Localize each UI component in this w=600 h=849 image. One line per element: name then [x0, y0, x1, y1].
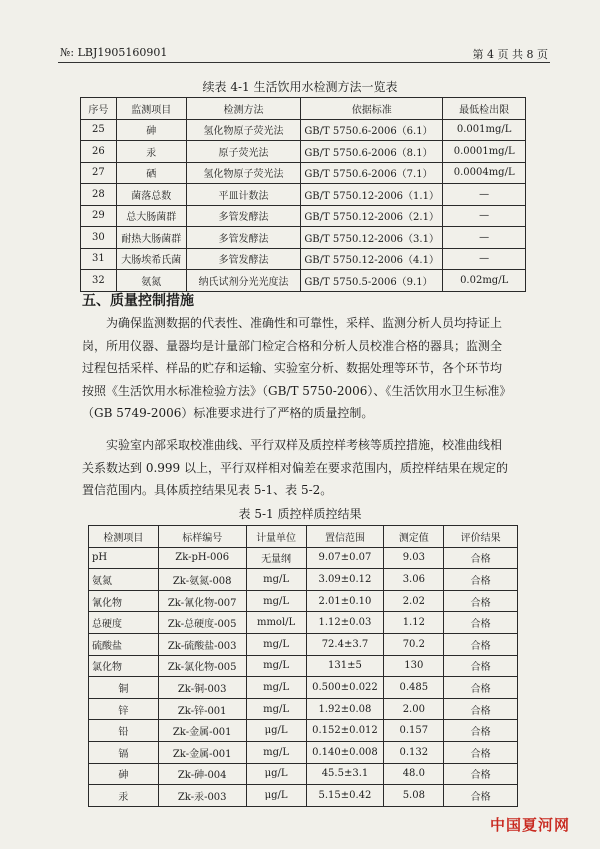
cell: 合格 — [444, 698, 518, 720]
cell: 氢化物原子荧光法 — [186, 119, 301, 141]
cell: 合格 — [444, 741, 518, 763]
col-header: 检测方法 — [186, 98, 301, 120]
cell: 汞 — [116, 141, 186, 163]
cell: 72.4±3.7 — [306, 633, 384, 655]
cell: Zk-氯化物-005 — [158, 655, 246, 677]
cell: 25 — [81, 119, 117, 141]
cell: mg/L — [246, 590, 306, 612]
cell: Zk-汞-003 — [158, 785, 246, 807]
cell: 0.132 — [384, 741, 444, 763]
cell: 氰化物 — [89, 590, 159, 612]
cell: 26 — [81, 141, 117, 163]
cell: μg/L — [246, 785, 306, 807]
page-indicator: 第 4 页 共 8 页 — [472, 48, 548, 61]
table-row — [81, 141, 526, 163]
cell: GB/T 5750.6-2006（7.1） — [301, 162, 443, 184]
cell: 多管发酵法 — [186, 227, 301, 249]
table1-caption: 续表 4-1 生活饮用水检测方法一览表 — [202, 80, 398, 94]
cell: GB/T 5750.12-2006（1.1） — [301, 184, 443, 206]
cell: 纳氏试剂分光光度法 — [186, 270, 301, 292]
cell: 合格 — [444, 569, 518, 591]
cell: — — [443, 184, 526, 206]
cell: 32 — [81, 270, 117, 292]
cell: — — [443, 205, 526, 227]
cell: 原子荧光法 — [186, 141, 301, 163]
table2-caption: 表 5-1 质控样质控结果 — [238, 507, 362, 521]
cell: 菌落总数 — [116, 184, 186, 206]
table-row — [89, 720, 518, 742]
cell: 5.15±0.42 — [306, 785, 384, 807]
cell: 砷 — [116, 119, 186, 141]
table-row — [89, 785, 518, 807]
paragraph-line: 为确保监测数据的代表性、准确性和可靠性，采样、监测分析人员均持证上 — [106, 316, 503, 330]
cell: 0.485 — [384, 677, 444, 699]
cell: 合格 — [444, 547, 518, 569]
cell: 镉 — [89, 741, 159, 763]
cell: Zk-总硬度-005 — [158, 612, 246, 634]
paragraph-1-cont — [82, 335, 522, 425]
col-header: 置信范围 — [306, 526, 384, 548]
table-row — [89, 590, 518, 612]
section-title: 五、质量控制措施 — [82, 293, 194, 309]
cell: 1.92±0.08 — [306, 698, 384, 720]
cell: 2.01±0.10 — [306, 590, 384, 612]
cell: 9.03 — [384, 547, 444, 569]
cell: 无量纲 — [246, 547, 306, 569]
cell: 1.12±0.03 — [306, 612, 384, 634]
cell: Zk-砷-004 — [158, 763, 246, 785]
cell: μg/L — [246, 763, 306, 785]
cell: 硫酸盐 — [89, 633, 159, 655]
col-header: 依据标准 — [301, 98, 443, 120]
col-header: 测定值 — [384, 526, 444, 548]
cell: pH — [89, 547, 159, 569]
cell: 合格 — [444, 720, 518, 742]
paragraph-line: 关系数达到 0.999 以上，平行双样相对偏差在要求范围内，质控样结果在规定的 — [82, 460, 508, 475]
cell: 0.001mg/L — [443, 119, 526, 141]
cell: mg/L — [246, 698, 306, 720]
cell: Zk-硫酸盐-003 — [158, 633, 246, 655]
cell: 锌 — [89, 698, 159, 720]
table-row — [89, 741, 518, 763]
cell: 48.0 — [384, 763, 444, 785]
col-header: 序号 — [81, 98, 117, 120]
cell: Zk-金属-001 — [158, 720, 246, 742]
cell: 耐热大肠菌群 — [116, 227, 186, 249]
table-row — [81, 162, 526, 184]
header-divider — [58, 62, 550, 63]
table-row — [89, 547, 518, 569]
cell: 0.02mg/L — [443, 270, 526, 292]
methods-table — [80, 97, 526, 292]
cell: Zk-锌-001 — [158, 698, 246, 720]
cell: 28 — [81, 184, 117, 206]
table-header-row — [81, 98, 526, 120]
col-header: 评价结果 — [444, 526, 518, 548]
col-header: 监测项目 — [116, 98, 186, 120]
cell: 27 — [81, 162, 117, 184]
cell: 0.140±0.008 — [306, 741, 384, 763]
table-row — [89, 655, 518, 677]
cell: GB/T 5750.5-2006（9.1） — [301, 270, 443, 292]
table-row — [89, 633, 518, 655]
table-row — [89, 763, 518, 785]
cell: 0.157 — [384, 720, 444, 742]
cell: 硒 — [116, 162, 186, 184]
cell: 45.5±3.1 — [306, 763, 384, 785]
cell: — — [443, 227, 526, 249]
cell: mg/L — [246, 633, 306, 655]
cell: Zk-pH-006 — [158, 547, 246, 569]
col-header: 标样编号 — [158, 526, 246, 548]
cell: GB/T 5750.6-2006（6.1） — [301, 119, 443, 141]
cell: 合格 — [444, 655, 518, 677]
cell: 铅 — [89, 720, 159, 742]
cell: 2.02 — [384, 590, 444, 612]
paragraph-line: 过程包括采样、样品的贮存和运输、实验室分析、数据处理等环节，各个环节均 — [82, 361, 503, 375]
watermark-logo: 中国夏河网 — [489, 816, 570, 834]
cell: mg/L — [246, 655, 306, 677]
cell: 29 — [81, 205, 117, 227]
table-row — [81, 227, 526, 249]
cell: 70.2 — [384, 633, 444, 655]
cell: Zk-金属-001 — [158, 741, 246, 763]
qc-results-table — [88, 525, 518, 807]
cell: 汞 — [89, 785, 159, 807]
cell: 0.0001mg/L — [443, 141, 526, 163]
cell: 氨氮 — [89, 569, 159, 591]
cell: 合格 — [444, 590, 518, 612]
table-header-row — [89, 526, 518, 548]
cell: 氢化物原子荧光法 — [186, 162, 301, 184]
paragraph-line: 按照《生活饮用水标准检验方法》（GB/T 5750-2006）、《生活饮用水卫生标准》 — [82, 383, 512, 398]
cell: 合格 — [444, 763, 518, 785]
paragraph-1 — [82, 312, 522, 335]
cell: 砷 — [89, 763, 159, 785]
paragraph-line: 岗，所用仪器、量器均是计量部门检定合格和分析人员校准合格的器具；监测全 — [82, 338, 503, 353]
cell: 31 — [81, 248, 117, 270]
cell: GB/T 5750.12-2006（4.1） — [301, 248, 443, 270]
cell: μg/L — [246, 720, 306, 742]
cell: GB/T 5750.6-2006（8.1） — [301, 141, 443, 163]
cell: 5.08 — [384, 785, 444, 807]
cell: 3.06 — [384, 569, 444, 591]
cell: 平皿计数法 — [186, 184, 301, 206]
paragraph-line: 置信范围内。具体质控结果见表 5-1、表 5-2。 — [82, 483, 333, 497]
cell: 合格 — [444, 785, 518, 807]
col-header: 最低检出限 — [443, 98, 526, 120]
table-row — [89, 677, 518, 699]
paragraph-2 — [82, 434, 522, 457]
paragraph-2-cont — [82, 457, 522, 502]
cell: 多管发酵法 — [186, 205, 301, 227]
cell: mmol/L — [246, 612, 306, 634]
cell: 合格 — [444, 677, 518, 699]
cell: — — [443, 248, 526, 270]
cell: 氯化物 — [89, 655, 159, 677]
table-row — [81, 184, 526, 206]
cell: mg/L — [246, 569, 306, 591]
cell: 多管发酵法 — [186, 248, 301, 270]
table-row — [81, 119, 526, 141]
cell: 9.07±0.07 — [306, 547, 384, 569]
table-row — [81, 248, 526, 270]
table-row — [89, 698, 518, 720]
cell: 131±5 — [306, 655, 384, 677]
cell: 0.500±0.022 — [306, 677, 384, 699]
document-number: №: LBJ1905160901 — [60, 46, 168, 59]
table-row — [89, 612, 518, 634]
paragraph-line: （GB 5749-2006）标准要求进行了严格的质量控制。 — [82, 406, 374, 420]
col-header: 检测项目 — [89, 526, 159, 548]
cell: 总硬度 — [89, 612, 159, 634]
table-row — [89, 569, 518, 591]
paragraph-line: 实验室内部采取校准曲线、平行双样及质控样考核等质控措施，校准曲线相 — [106, 438, 503, 452]
cell: mg/L — [246, 677, 306, 699]
cell: Zk-氨氮-008 — [158, 569, 246, 591]
cell: GB/T 5750.12-2006（3.1） — [301, 227, 443, 249]
table-row — [81, 205, 526, 227]
table-row — [81, 270, 526, 292]
cell: Zk-铜-003 — [158, 677, 246, 699]
cell: 合格 — [444, 633, 518, 655]
cell: 130 — [384, 655, 444, 677]
cell: 2.00 — [384, 698, 444, 720]
cell: GB/T 5750.12-2006（2.1） — [301, 205, 443, 227]
cell: 铜 — [89, 677, 159, 699]
col-header: 计量单位 — [246, 526, 306, 548]
cell: 0.0004mg/L — [443, 162, 526, 184]
cell: 大肠埃希氏菌 — [116, 248, 186, 270]
cell: 3.09±0.12 — [306, 569, 384, 591]
cell: Zk-氰化物-007 — [158, 590, 246, 612]
cell: mg/L — [246, 741, 306, 763]
cell: 氨氮 — [116, 270, 186, 292]
cell: 30 — [81, 227, 117, 249]
cell: 0.152±0.012 — [306, 720, 384, 742]
cell: 总大肠菌群 — [116, 205, 186, 227]
cell: 合格 — [444, 612, 518, 634]
cell: 1.12 — [384, 612, 444, 634]
